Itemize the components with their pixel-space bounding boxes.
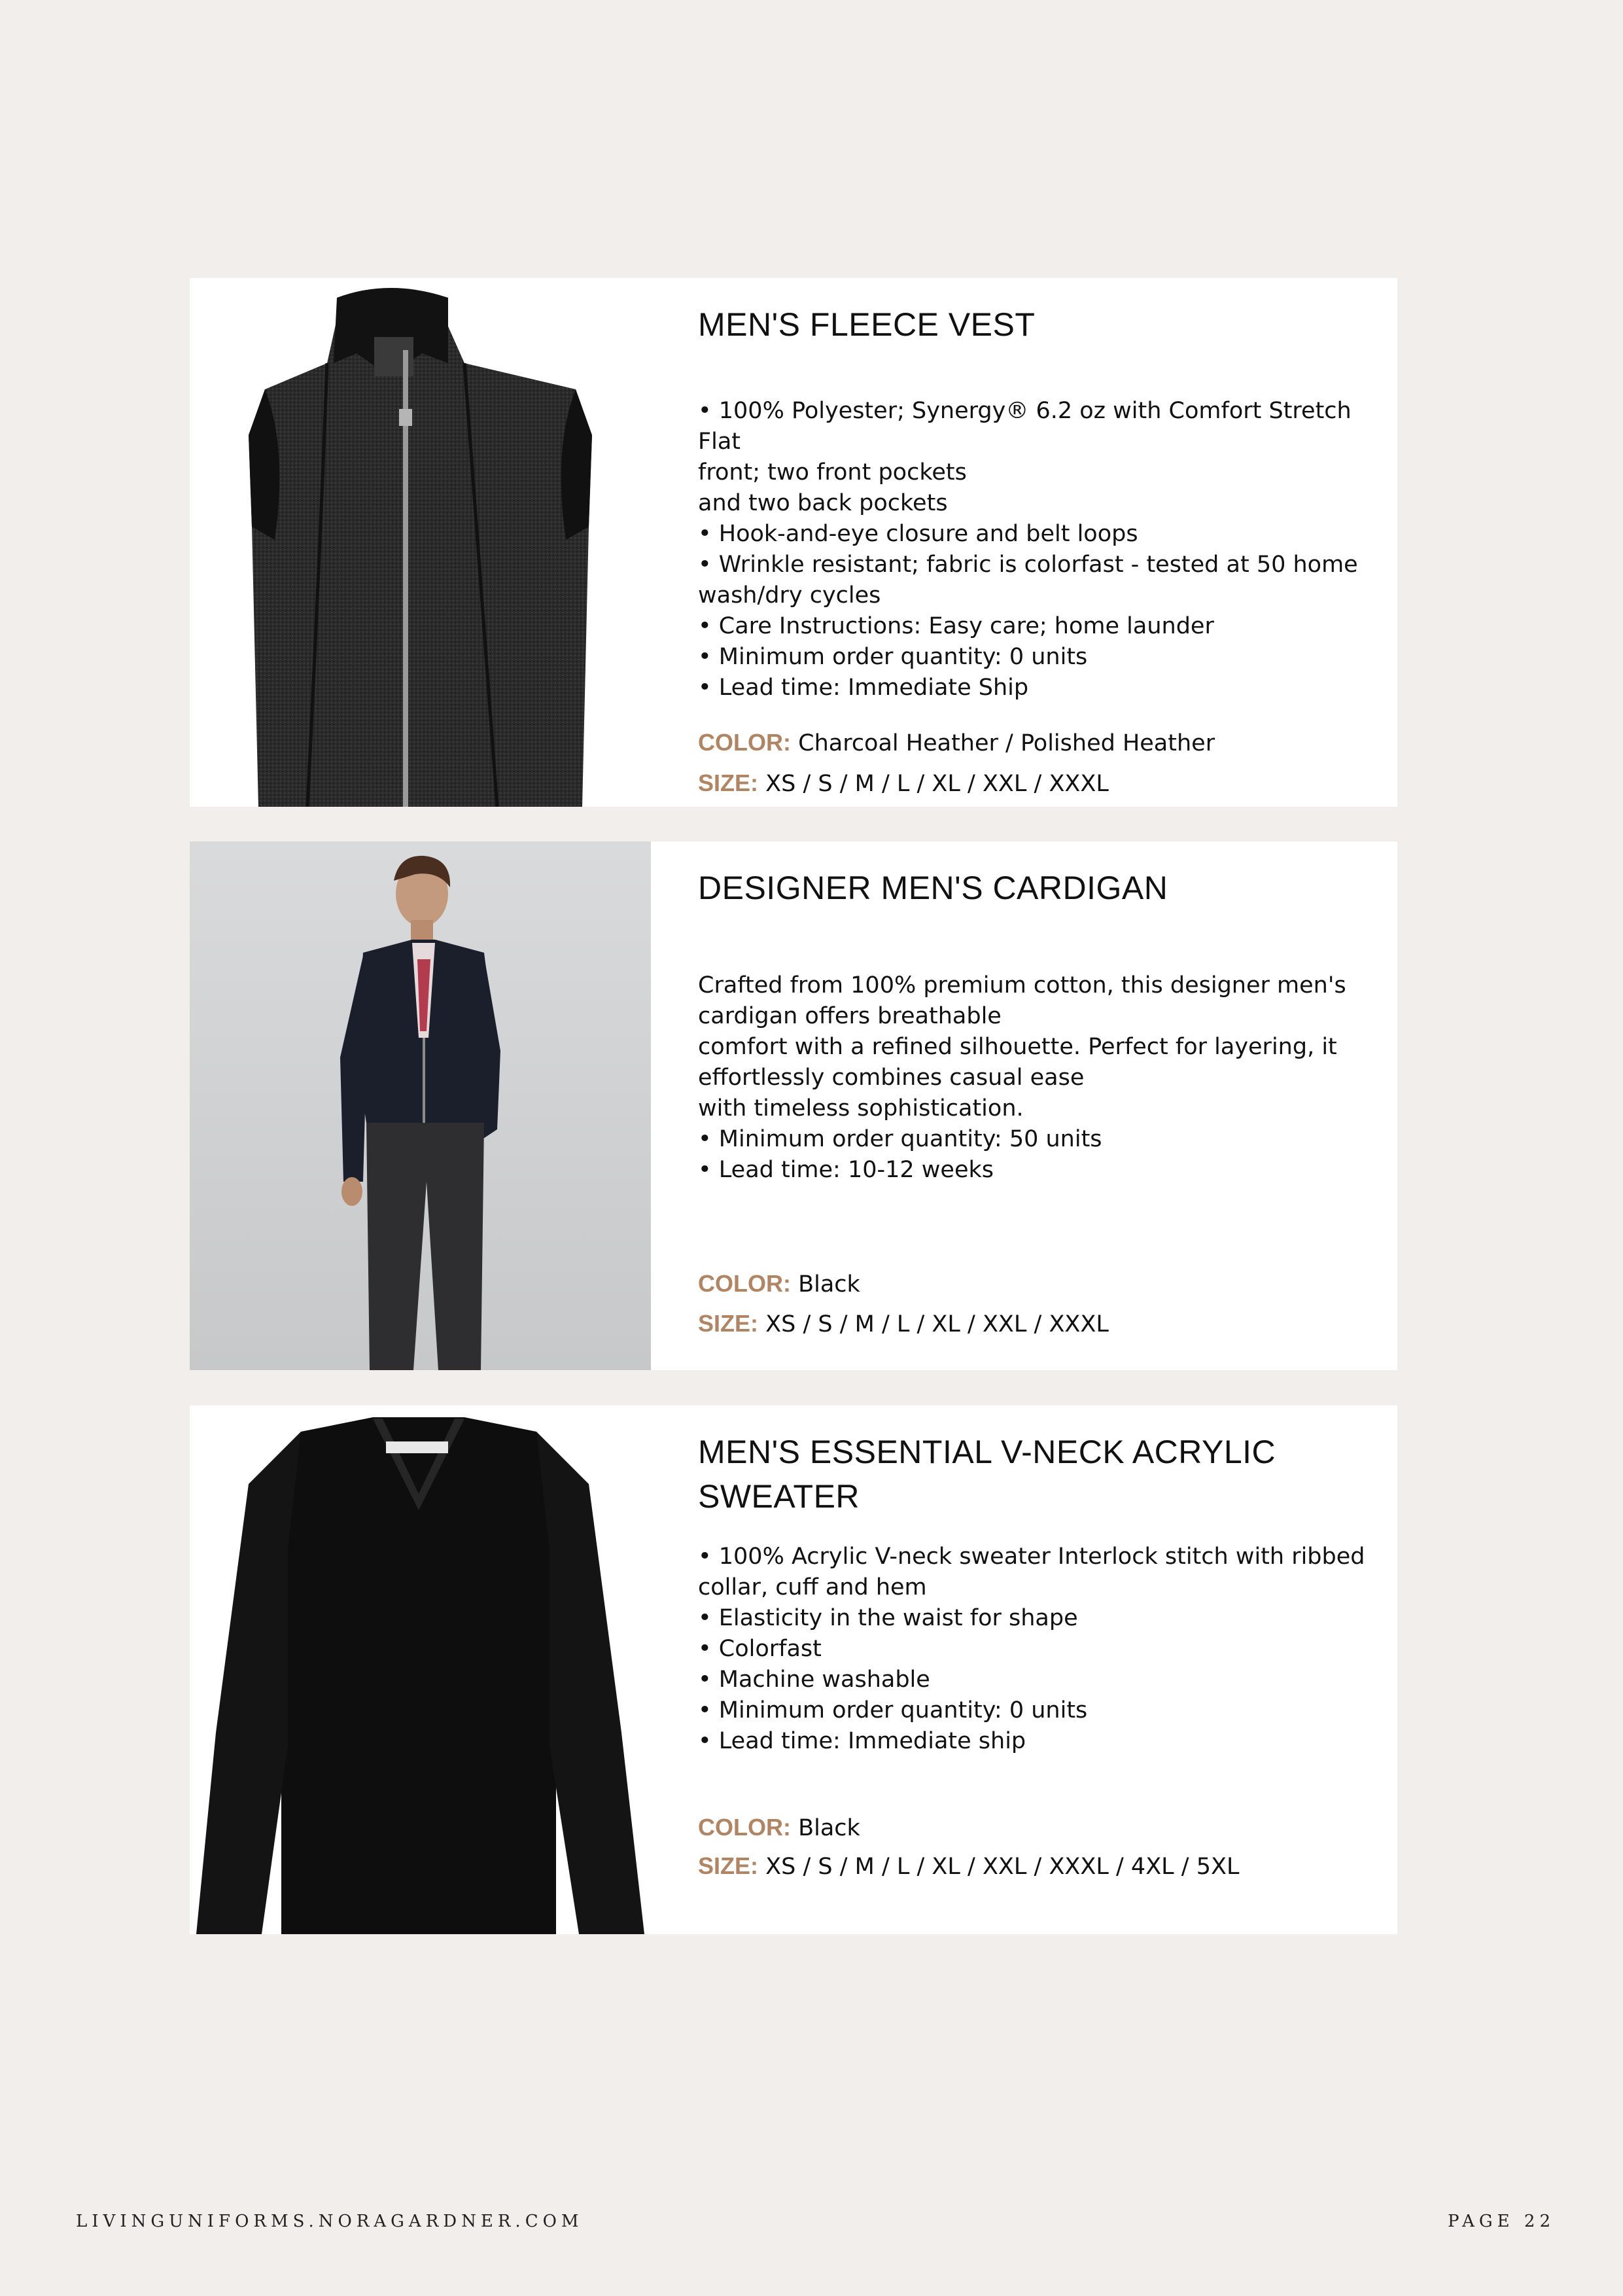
size-value: XS / S / M / L / XL / XXL / XXXL: [765, 771, 1109, 797]
vneck-sweater-photo-icon: [190, 1405, 651, 1934]
size-label: SIZE:: [698, 1310, 759, 1337]
product-size: [698, 1850, 1378, 1882]
cardigan-model-photo-icon: [190, 841, 651, 1370]
color-value: Charcoal Heather / Polished Heather: [798, 730, 1215, 756]
product-info: [698, 1405, 1378, 1882]
size-value: XS / S / M / L / XL / XXL / XXXL / 4XL / 5XL: [765, 1854, 1240, 1880]
size-value: XS / S / M / L / XL / XXL / XXXL: [765, 1311, 1109, 1337]
product-color: [698, 1812, 1378, 1844]
product-description: • 100% Acrylic V-neck sweater Interlock stitch with ribbed collar, cuff and hem • Elasticity in the waist for shape • Colorfast • Machine washable • Minimum order quantity: 0 units • Lead time: Immediate ship: [698, 1544, 1365, 1754]
color-label: COLOR:: [698, 1270, 791, 1297]
size-label: SIZE:: [698, 1852, 759, 1879]
footer-website: LIVINGUNIFORMS.NORAGARDNER.COM: [76, 2212, 584, 2231]
color-label: COLOR:: [698, 1814, 791, 1841]
product-card-fleece-vest: [190, 278, 1397, 807]
color-label: COLOR:: [698, 729, 791, 756]
fleece-vest-photo-icon: [190, 278, 651, 807]
product-description: Crafted from 100% premium cotton, this designer men's cardigan offers breathable comfort with a refined silhouette. Perfect for layering, it effortlessly combines casual ease with timeless sophistication. • Minimum order quantity: 50 units • Lead time: 10-12 weeks: [698, 972, 1346, 1183]
cardigan-image: [190, 841, 651, 1370]
color-value: Black: [798, 1271, 860, 1298]
footer-page-number: PAGE 22: [1448, 2212, 1555, 2231]
product-description: • 100% Polyester; Synergy® 6.2 oz with Comfort Stretch Flat front; two front pockets and two back pockets • Hook-and-eye closure and belt loops • Wrinkle resistant; fabric is colorfast - tested at 50 home wash/dry cycles • Care Instructions: Easy care; home launder • Minimum order quantity: 0 units • Lead time: Immediate Ship: [698, 398, 1358, 701]
fleece-vest-image: [190, 278, 651, 807]
product-card-cardigan: [190, 841, 1397, 1370]
product-size: [698, 768, 1378, 800]
product-title: MEN'S FLEECE VEST: [698, 306, 1036, 343]
product-info: [698, 278, 1378, 800]
product-title: DESIGNER MEN'S CARDIGAN: [698, 870, 1168, 906]
product-size: [698, 1308, 1378, 1340]
product-color: [698, 727, 1378, 759]
product-color: [698, 1268, 1378, 1300]
vneck-sweater-image: [190, 1405, 651, 1934]
product-info: [698, 841, 1378, 1340]
size-label: SIZE:: [698, 769, 759, 796]
product-title: MEN'S ESSENTIAL V-NECK ACRYLIC SWEATER: [698, 1434, 1276, 1515]
color-value: Black: [798, 1815, 860, 1841]
product-card-vneck-sweater: [190, 1405, 1397, 1934]
